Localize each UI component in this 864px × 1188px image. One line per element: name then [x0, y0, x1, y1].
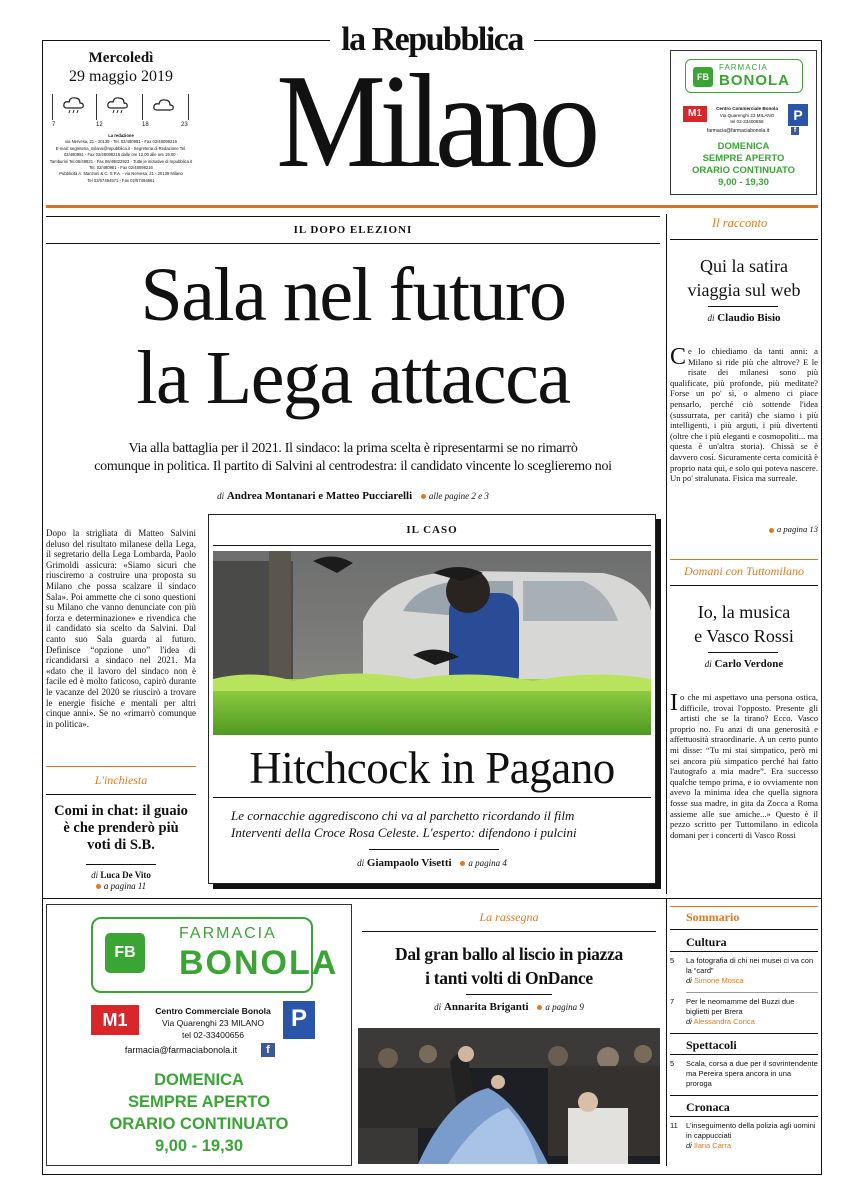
tuttomilano-title[interactable]: Io, la musica e Vasco Rossi [694, 602, 794, 646]
metro-icon: M1 [91, 1005, 139, 1035]
list-item[interactable]: 11 L'inseguimento della polizia agli uomini in cappucciati di Ilaria Carra [670, 1121, 816, 1150]
caso-kicker: IL CASO [406, 524, 458, 536]
tuttomilano-byline: di Carlo Verdone [704, 658, 784, 670]
day: Mercoledì [88, 50, 154, 66]
date: 29 maggio 2019 [69, 68, 173, 85]
racconto-label: Il racconto [712, 216, 768, 230]
lead-subhead: Via alla battaglia per il 2021. Il sindaco: la prima scelta è ripresentarmi se no rimarrò comunque in politica. Il partito di Salvini al centrodestra: il candidato vincente lo sceglieremo noi [94, 441, 612, 474]
parking-icon: P [283, 1001, 315, 1039]
racconto-byline: di Claudio Bisio [707, 312, 781, 324]
inchiesta-title[interactable]: Comi in chat: il guaio è che prenderò più voti di S.B. [54, 803, 188, 853]
tuttomilano-label: Domani con Tuttomilano [683, 564, 804, 578]
caso-subhead: Le cornacchie aggrediscono chi va al parchetto ricordando il film Interventi della Croce Rosa Celeste. L'esperto: difendono i pulcini [231, 808, 577, 840]
parking-icon: P [788, 104, 808, 126]
sommario-label: Sommario [686, 910, 740, 924]
city-title: Milano [276, 47, 594, 195]
cloud-icon [152, 96, 176, 114]
pharmacy-ad-bottom[interactable]: FB FARMACIA BONOLA M1 Centro Commerciale Bonola Via Quarenghi 23 MILANO tel 02-33400656 P farmacia@farmaciabonola.it f DOMENICA SEMPRE APERTO ORARIO CONTINUATO 9,00 - 19,30 [46, 904, 352, 1166]
metro-icon: M1 [683, 106, 707, 122]
temp-2: 12 [96, 122, 103, 128]
rassegna-title[interactable]: Dal gran ballo al liscio in piazza i tanti volti di OnDance [394, 944, 623, 988]
date-box [46, 50, 196, 202]
caso-headline: Hitchcock in Pagano [249, 743, 615, 793]
fb-logo-icon: FB [105, 933, 145, 973]
lead-byline: di Andrea Montanari e Matteo Pucciarelli alle pagine 2 e 3 [217, 490, 489, 502]
redazione: La redazione via Nervesa, 21 - 20139 - Tel. 02/480981 - Fax 02/48098216 E-mail: segreteria_milano@repubblica.it - Segreteria di Redazione Tel. 02/480981 - Fax 02/48098216 dalle ore 12.00 alle ore 19.00 - Tamburini Tel.06/49821 - Fax 06/49822923 - Tutte le iniziative di repubblica.it Tel. 02/480981 - Fax 02/48098216 Pubblicità A. Manzoni & C. S.P.A. - via Nervesa, 21 - 20139 Milano Tel 02/57494571 - Fax 02/57494961 [46, 133, 196, 184]
list-item[interactable]: 5 Scala, corsa a due per il sovrintendente ma Pereira spera ancora in una proroga [670, 1059, 818, 1088]
masthead-divider [46, 205, 818, 208]
tuttomilano-body: Io che mi aspettavo una persona ostica, difficile, trovai l'opposto. Presente gli artisti che se la tirano? Ecco. Vasco proprio no. Fu anzi di una generosità e affettuosità straordinarie. A un certo punto mi disse: “Tu mi stai simpatico, però mi sei ancora più simpatico perché hai fatto l'autografo a mia madre”. Era successo qualche tempo prima, e io ovviamente non avevo la minima idea che quella signora fosse sua madre, in gita da Zocca a Roma assieme alle sue amiche...» Questo è il pezzo scritto per Tuttomilano in edicola domani per i concerti di Vasco Rossi [670, 690, 818, 840]
lead-headline[interactable]: Sala nel futuro la Lega attacca [136, 253, 570, 420]
temp-4: 23 [181, 122, 188, 128]
racconto-body: Ce lo chiediamo da tanti anni: a Milano si ride più che altrove? E le risate dei milanesi sono più qualificate, più profonde, più meditate? Forse un po' sì, o almeno ci piace pensarlo, perché ciò sottende l'idea (sussurrata, per carità) che siamo i più intelligenti, i più arguti, i più divertenti (oltre che i più eleganti e cosmopoliti... ma questa è un'altra storia). Chissà se è davvero così. Sicuramente certa comicità è proprio nata qui, e solo qui poteva nascere. Un po' stralunata. Fisica ma surreale. [670, 344, 818, 484]
weather-strip [46, 92, 196, 130]
facebook-icon: f [261, 1043, 275, 1057]
racconto-page: a pagina 13 [670, 524, 818, 534]
inchiesta-label: L'inchiesta [94, 773, 148, 787]
cloud-rain-icon [106, 96, 130, 114]
inchiesta-byline: di Luca De Vito a pagina 11 [91, 870, 151, 891]
crows-photo [213, 551, 651, 735]
temp-3: 18 [142, 122, 149, 128]
cloud-rain-icon [62, 96, 86, 114]
list-item[interactable]: 7 Per le neomamme del Buzzi due biglietti per Brera di Alessandra Corica [670, 997, 795, 1026]
sommario-list: Cultura 5 La fotografia di chi nei musei ci va con la “card” di Simone Mosca 7 Per le neomamme del Buzzi due biglietti per Brera di Alessandra Corica Spettacoli 5 Scala, corsa a due per il sovrintendente ma Pereira spera ancora in una proroga Cronaca 11 L'inseguimento della polizia agli uomini in cappucciati di Ilaria Carra [670, 935, 818, 1150]
fb-logo-icon: FB [693, 67, 713, 87]
temp-1: 7 [52, 122, 56, 128]
list-item[interactable]: 5 La fotografia di chi nei musei ci va con la “card” di Simone Mosca [670, 956, 814, 985]
rassegna-byline: di Annarita Briganti a pagina 9 [434, 1001, 584, 1013]
brand-name: la Repubblica [330, 20, 534, 60]
dance-photo [358, 1028, 660, 1164]
caso-byline: di Giampaolo Visetti a pagina 4 [357, 857, 507, 869]
lead-kicker: IL DOPO ELEZIONI [293, 224, 413, 236]
facebook-icon: f [791, 127, 799, 135]
racconto-title[interactable]: Qui la satira viaggia sul web [687, 256, 801, 300]
pharmacy-ad-top[interactable]: FB FARMACIA BONOLA M1 Centro Commerciale Bonola Via Quarenghi 23 MILANO tel 02-33400656 P farmacia@farmaciabonola.it f DOMENICA SEMPRE APERTO ORARIO CONTINUATO 9,00 - 19,30 [670, 50, 817, 195]
caso-box[interactable] [208, 514, 656, 884]
redazione-title: La redazione [108, 133, 134, 138]
lead-body: Dopo la strigliata di Matteo Salvini deluso del risultato milanese della Lega, il segretario della Lega Lombarda, Paolo Grimoldi assicura: «Siamo sicuri che riusciremo a costruire una proposta su Milano che possa scalzare il sindaco Sala». Poi ammette che ci sono questioni su Milano che vanno denunciate con più forza e determinazione» e rivendica che il candidato sia scelto da Salvini. Dal canto suo Sala guarda al futuro. Definisce “opzione uno” l'idea di ricandidarsi a sindaco nel 2021. Ma «dato che il lavoro del sindaco non è facile ed è molto faticoso, capirò durante le vacanze del 2020 se riuscirò a trovare le energie fisiche e mentali per altri cinque anni». Se no «rimarrò comunque in politica». [46, 528, 196, 729]
rassegna-label: La rassegna [479, 910, 539, 924]
